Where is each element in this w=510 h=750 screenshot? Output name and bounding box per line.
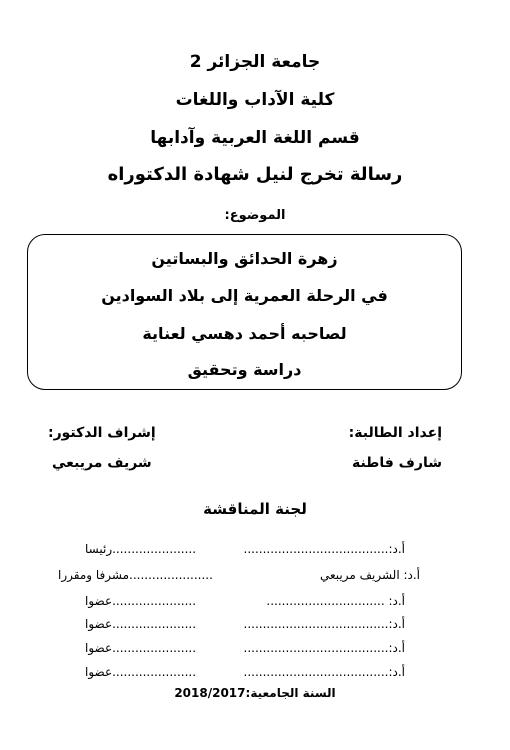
student-label: إعداد الطالبة:: [348, 425, 442, 441]
topic-line-2: في الرحلة العمرية إلى بلاد السوادين: [101, 286, 388, 305]
committee-member: أ.د:......................................: [243, 617, 405, 631]
committee-member: أ.د:......................................: [243, 665, 405, 679]
committee-row: [58, 568, 420, 586]
faculty-name: كلية الآداب واللغات: [175, 90, 335, 110]
committee-row: [85, 641, 405, 659]
student-name: شارف فاطنة: [351, 455, 442, 471]
topic-box: [27, 234, 462, 390]
committee-role: ......................عضوا: [85, 665, 197, 679]
committee-row: [85, 665, 405, 683]
committee-role: ......................عضوا: [85, 641, 197, 655]
thesis-type: رسالة تخرج لنيل شهادة الدكتوراه: [107, 164, 403, 185]
committee-member: أ.د: الشريف مريبعي: [319, 568, 420, 582]
committee-role: ......................عضوا: [85, 594, 197, 608]
committee-title: لجنة المناقشة: [203, 500, 307, 518]
committee-row: [85, 594, 405, 612]
committee-role: ......................مشرفا ومقررا: [58, 568, 213, 582]
topic-line-3: لصاحبه أحمد دهسي لعناية: [142, 324, 347, 343]
department-name: قسم اللغة العربية وآدابها: [150, 128, 360, 148]
subject-label: الموضوع:: [224, 208, 286, 223]
committee-member: أ.د:......................................: [243, 542, 405, 556]
committee-row: [85, 617, 405, 635]
university-name: جامعة الجزائر 2: [189, 52, 321, 72]
topic-line-4: دراسة وتحقيق: [187, 360, 302, 379]
committee-member: أ.د:......................................: [243, 641, 405, 655]
committee-role: ......................رئيسا: [85, 542, 197, 556]
supervisor-name: شريف مريبعي: [52, 455, 152, 471]
supervisor-label: إشراف الدكتور:: [48, 425, 156, 441]
committee-row: [85, 542, 405, 560]
committee-member: أ.د: ...............................: [266, 594, 405, 608]
committee-role: ......................عضوا: [85, 617, 197, 631]
academic-year: السنة الجامعية:2018/2017: [174, 686, 336, 700]
topic-line-1: زهرة الحدائق والبساتين: [151, 249, 338, 268]
